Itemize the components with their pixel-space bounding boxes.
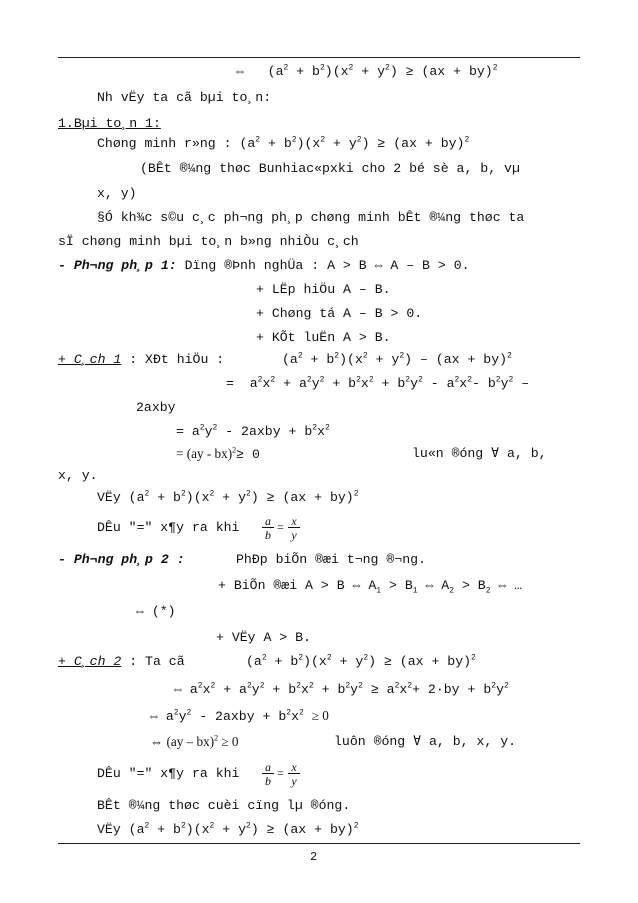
text: §Ó kh¾c s©u c¸c ph¬ng ph¸p chøng minh bÊt ®¼ng thøc ta (97, 210, 525, 225)
method-title: - Ph¬ng ph¸p 1: (58, 258, 177, 273)
text: VËy (97, 490, 121, 505)
text: = (ay - bx) (176, 446, 233, 461)
frac-num: x (291, 514, 297, 528)
paragraph-line (97, 798, 350, 814)
equation-line: ⇔ (ay – bx)$^2$ ≥ 0 (150, 733, 239, 749)
paragraph-line (58, 234, 359, 250)
step-line: + BiÕn ®æi A > B ⇔ $A_1 > B_1$ ⇔ $A_2 > B_2$ ⇔ … (218, 578, 523, 596)
equation-line: ⇔ $(a^2 + b^2)(x^2 + y^2) \ge (ax + by)^2$ (236, 63, 498, 79)
text: + Chøng tá A – B > 0. (256, 306, 423, 321)
equiv-symbol: ⇔ (236, 64, 244, 79)
equals-sign: = (277, 766, 284, 780)
equation-line: ⇔ $a^2y^2$ - 2axby + $b^2x^2 \ge 0$ (150, 708, 329, 724)
problem-statement: Chøng minh r»ng : $(a^2 + b^2)(x^2 + y^2) \ge (ax + by)^2$ (97, 135, 470, 151)
step-line (256, 330, 391, 346)
case-heading (58, 654, 185, 670)
text: + VËy A > B. (216, 630, 311, 645)
frac-den: y (291, 528, 297, 542)
method-title: - Ph¬ng ph¸p 2 : (58, 552, 185, 567)
text: ) ≥ (ax + by) (361, 136, 465, 151)
equation-line: = (ay - bx)$^2$≥ 0 (176, 445, 260, 462)
paragraph-line (140, 161, 520, 177)
text: )(x (296, 136, 321, 151)
text: DÊu "=" x¶y ra khi (97, 520, 240, 535)
equals-sign: = (277, 520, 284, 534)
text: ⇔ (*) (136, 604, 176, 619)
problem-heading (58, 116, 161, 132)
text: + KÕt luËn A > B. (256, 330, 391, 345)
text: PhÐp biÕn ®æi t¬ng ®¬ng. (236, 552, 426, 567)
method-heading (58, 258, 470, 274)
text: x, y. (58, 468, 98, 483)
equation-line (136, 400, 176, 416)
text: : XÐt hiÖu : (121, 352, 225, 367)
paragraph-line (97, 210, 524, 226)
heading-text: 1.Bµi to¸n 1: (58, 116, 161, 131)
page-number: 2 (310, 850, 318, 864)
text: = (176, 424, 184, 439)
text: ≥ 0 (236, 447, 260, 462)
frac-num: a (265, 514, 271, 528)
step-line (256, 282, 391, 298)
equation-line: ⇔ $a^2x^2 + a^2y^2 + b^2x^2 + b^2y^2 \ge a^2x^2+ 2\cdot by + b^2y^2$ (174, 681, 509, 697)
text: = (226, 376, 234, 391)
text: Nh vËy ta cã bµi to¸n: (97, 90, 272, 105)
text: + y (325, 136, 357, 151)
paragraph-line (412, 446, 547, 462)
case-title: + C¸ch 1 (58, 352, 122, 367)
step-line (256, 306, 422, 322)
frac-den: y (291, 774, 297, 788)
method-heading (58, 552, 185, 568)
text: + LËp hiÖu A – B. (256, 282, 391, 297)
text: ) – (ax + by) (404, 352, 508, 367)
equality-condition (97, 520, 239, 536)
step-line (216, 630, 311, 646)
frac-den: b (265, 528, 271, 542)
text: : Ta cã (121, 654, 185, 669)
text: + BiÕn ®æi A > B ⇔ A (218, 578, 377, 593)
text: BÊt ®¼ng thøc cuèi cïng lµ ®óng. (97, 798, 351, 813)
paragraph-line (97, 186, 137, 202)
text: sÏ chøng minh bµi to¸n b»ng nhiÒu c¸ch (58, 234, 359, 249)
equality-condition (97, 766, 239, 782)
frac-den: b (265, 774, 271, 788)
text: lu«n ®óng ∀ a, b, (412, 446, 547, 461)
text: (BÊt ®¼ng thøc Bunhiac«pxki cho 2 bé sè a, b, vµ (140, 161, 520, 176)
text: Chøng minh r»ng : (a (97, 136, 256, 151)
conclusion-line: VËy $(a^2 + b^2)(x^2 + y^2) \ge (ax + by)^2$ (97, 821, 359, 837)
text: VËy (97, 822, 121, 837)
equation-line: $(a^2 + b^2)(x^2 + y^2) - (ax + by)^2$ (282, 351, 512, 367)
equation-line: = $a^2x^2 + a^2y^2 + b^2x^2 + b^2y^2 - a^2x^2-$ $b^2y^2$ – (226, 375, 530, 391)
paragraph-line (97, 90, 271, 106)
text: x, y) (97, 186, 137, 201)
top-rule (58, 57, 580, 58)
step-line (136, 604, 176, 620)
equation-line: $(a^2 + b^2)(x^2 + y^2) \ge (ax + by)^2$ (246, 653, 476, 669)
bottom-rule (58, 843, 580, 844)
paragraph-line (334, 734, 516, 750)
text: DÊu "=" x¶y ra khi (97, 766, 240, 781)
text: luôn ®óng ∀ a, b, x, y. (334, 734, 517, 749)
case-heading (58, 352, 224, 368)
case-title: + C¸ch 2 (58, 654, 122, 669)
frac-num: x (291, 760, 297, 774)
text: 2axby (136, 400, 176, 415)
equation-line: = $a^2y^2$ - 2axby + $b^2x^2$ (176, 423, 330, 439)
text: Dïng ®Þnh nghÜa : A > B ⇔ A – B > 0. (176, 258, 470, 273)
paragraph-line (58, 468, 98, 484)
conclusion-line: VËy $(a^2 + b^2)(x^2 + y^2) \ge (ax + by)^2$ (97, 489, 359, 505)
paragraph-line (236, 552, 426, 568)
text: + b (260, 136, 292, 151)
frac-num: a (265, 760, 271, 774)
